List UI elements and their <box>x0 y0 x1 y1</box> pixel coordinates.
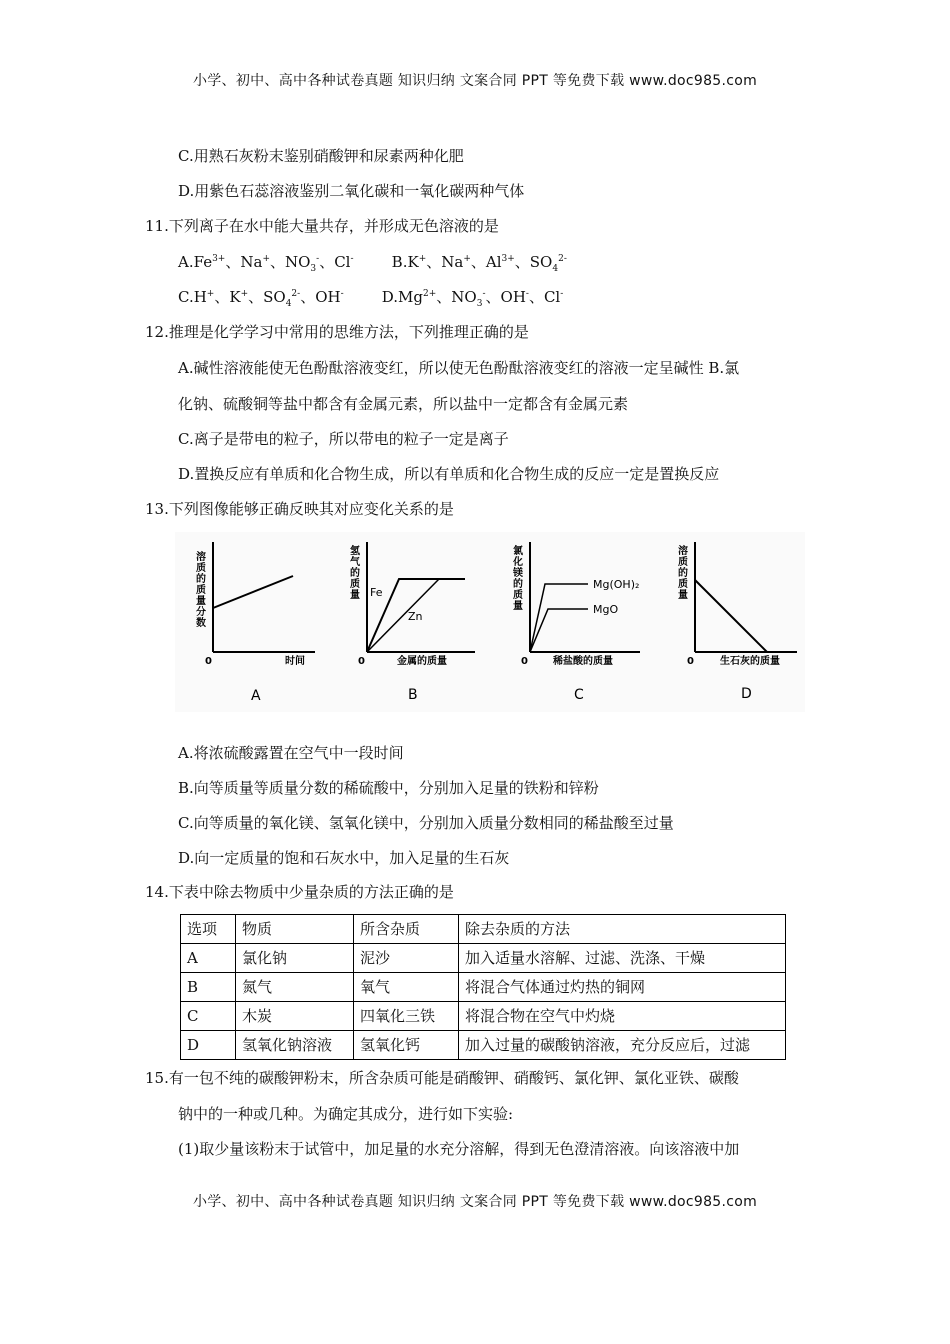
q13-graphs <box>175 532 805 712</box>
graph-b-zn-label: Zn <box>408 610 423 623</box>
table-cell: 氯化钠 <box>236 944 354 973</box>
q15-stem-cont: 钠中的一种或几种。为确定其成分，进行如下实验: <box>178 1105 514 1123</box>
q13-option-a: A.将浓硫酸露置在空气中一段时间 <box>178 744 404 762</box>
table-cell: 木炭 <box>236 1002 354 1031</box>
graph-a-xlabel: 时间 <box>285 656 305 667</box>
graph-d-zero: 0 <box>687 656 694 667</box>
table-row <box>181 1002 786 1031</box>
table-row <box>181 973 786 1002</box>
q12-stem: 12.推理是化学学习中常用的思维方法，下列推理正确的是 <box>145 323 529 341</box>
q13-option-b: B.向等质量等质量分数的稀硫酸中，分别加入足量的铁粉和锌粉 <box>178 779 599 797</box>
table-cell: 氧气 <box>354 973 459 1002</box>
q14-table <box>180 914 786 1060</box>
q12-option-d: D.置换反应有单质和化合物生成，所以有单质和化合物生成的反应一定是置换反应 <box>178 465 720 483</box>
table-cell: D <box>181 1031 236 1060</box>
graph-c-letter: C <box>574 687 584 703</box>
table-cell: 氢氧化钠溶液 <box>236 1031 354 1060</box>
table-cell: 氮气 <box>236 973 354 1002</box>
table-header: 除去杂质的方法 <box>459 915 786 944</box>
graph-c-zero: 0 <box>521 656 528 667</box>
q10-option-d: D.用紫色石蕊溶液鉴别二氧化碳和一氧化碳两种气体 <box>178 182 525 200</box>
table-cell: 将混合气体通过灼热的铜网 <box>459 973 786 1002</box>
graph-b-ylabel: 氢气的质量 <box>350 546 360 601</box>
table-header: 物质 <box>236 915 354 944</box>
table-row <box>181 1031 786 1060</box>
q13-stem: 13.下列图像能够正确反映其对应变化关系的是 <box>145 500 454 518</box>
q12-option-b: 化钠、硫酸铜等盐中都含有金属元素，所以盐中一定都含有金属元素 <box>178 395 629 413</box>
table-header: 选项 <box>181 915 236 944</box>
graph-a-ylabel: 溶质的质量分数 <box>196 552 206 629</box>
table-cell: 将混合物在空气中灼烧 <box>459 1002 786 1031</box>
graph-b-fe-label: Fe <box>370 586 383 599</box>
table-cell: 四氧化三铁 <box>354 1002 459 1031</box>
graph-b-letter: B <box>408 687 418 703</box>
q11-option-ab: $A.Fe^{3+}$、Na+、$NO_3^-$、Cl- B.K+、Na+、$Al^{3+}$、$SO_4^{2-}$ <box>178 253 567 274</box>
graph-c-ylabel: 氯化镁的质量 <box>513 546 523 612</box>
q13-option-c: C.向等质量的氧化镁、氢氧化镁中，分别加入质量分数相同的稀盐酸至过量 <box>178 814 674 832</box>
q15-step1: (1)取少量该粉末于试管中，加足量的水充分溶解，得到无色澄清溶液。向该溶液中加 <box>178 1140 740 1158</box>
graph-b-zero: 0 <box>358 656 365 667</box>
q13-option-d: D.向一定质量的饱和石灰水中，加入足量的生石灰 <box>178 849 510 867</box>
graph-d-xlabel: 生石灰的质量 <box>720 656 780 667</box>
table-cell: B <box>181 973 236 1002</box>
table-cell: 泥沙 <box>354 944 459 973</box>
table-cell: 加入过量的碳酸钠溶液，充分反应后，过滤 <box>459 1031 786 1060</box>
page-header: 小学、初中、高中各种试卷真题 知识归纳 文案合同 PPT 等免费下载 www.doc985.com <box>192 73 758 89</box>
table-cell: 加入适量水溶解、过滤、洗涤、干燥 <box>459 944 786 973</box>
graph-c-xlabel: 稀盐酸的质量 <box>553 656 613 667</box>
q12-option-a: A.碱性溶液能使无色酚酞溶液变红，所以使无色酚酞溶液变红的溶液一定呈碱性 B.氯 <box>178 359 740 377</box>
table-cell: A <box>181 944 236 973</box>
q10-option-c: C.用熟石灰粉末鉴别硝酸钾和尿素两种化肥 <box>178 147 464 165</box>
table-cell: 氢氧化钙 <box>354 1031 459 1060</box>
q11-stem: 11.下列离子在水中能大量共存，并形成无色溶液的是 <box>145 217 499 235</box>
q12-option-c: C.离子是带电的粒子，所以带电的粒子一定是离子 <box>178 430 509 448</box>
table-row <box>181 944 786 973</box>
table-header-row <box>181 915 786 944</box>
graph-a-zero: 0 <box>205 656 212 667</box>
graph-d-ylabel: 溶质的质量 <box>678 546 688 601</box>
table-header: 所含杂质 <box>354 915 459 944</box>
graph-a-letter: A <box>251 688 261 704</box>
graph-c-mgo-label: MgO <box>593 603 619 616</box>
q15-stem: 15.有一包不纯的碳酸钾粉末，所含杂质可能是硝酸钾、硝酸钙、氯化钾、氯化亚铁、碳酸 <box>145 1069 739 1087</box>
q11-option-cd: C.H+、K+、$SO_4^{2-}$、OH- $D.Mg^{2+}$、$NO_3^-$、OH-、Cl- <box>178 288 564 309</box>
graph-d-letter: D <box>741 686 752 702</box>
graph-c-mgoh2-label: Mg(OH)₂ <box>593 578 640 591</box>
page-footer: 小学、初中、高中各种试卷真题 知识归纳 文案合同 PPT 等免费下载 www.doc985.com <box>192 1194 758 1210</box>
graph-b-xlabel: 金属的质量 <box>397 656 447 667</box>
table-cell: C <box>181 1002 236 1031</box>
q14-stem: 14.下表中除去物质中少量杂质的方法正确的是 <box>145 883 454 901</box>
